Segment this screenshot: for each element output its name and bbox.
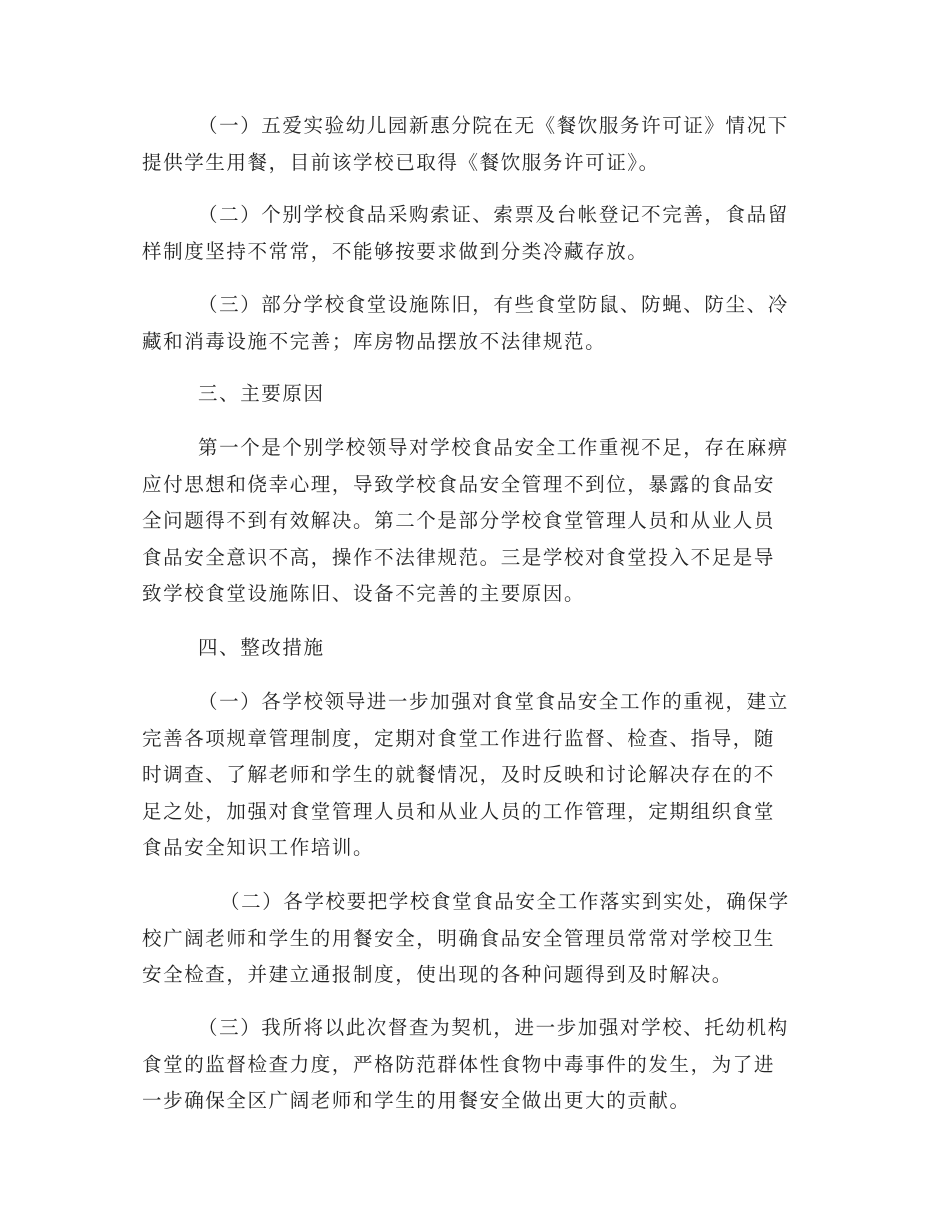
- text-line: 样制度坚持不常常，不能够按要求做到分类冷藏存放。: [142, 239, 649, 263]
- paragraph-procurement-records: [142, 197, 807, 270]
- text-line: 藏和消毒设施不完善；库房物品摆放不法律规范。: [142, 329, 607, 353]
- text-line: 食品安全知识工作培训。: [142, 836, 375, 859]
- paragraph-measure-two: [142, 884, 807, 994]
- text-line: （二）各学校要把学校食堂食品安全工作落实到实处，确保学: [220, 890, 790, 913]
- text-line: 提供学生用餐，目前该学校已取得《餐饮服务许可证》。: [142, 150, 660, 174]
- text-line: 全问题得不到有效解决。第二个是部分学校食堂管理人员和从业人员: [142, 509, 776, 532]
- section-heading-main-causes: 三、主要原因: [198, 382, 325, 405]
- text-line: 第一个是个别学校领导对学校食品安全工作重视不足，存在麻痹: [198, 436, 789, 459]
- text-line: 食品安全意识不高，操作不法律规范。三是学校对食堂投入不足是导: [142, 545, 776, 569]
- paragraph-measure-three: [142, 1010, 807, 1120]
- text-line: 校广阔老师和学生的用餐安全，明确食品安全管理员常常对学校卫生: [142, 926, 776, 950]
- text-line: 安全检查，并建立通报制度，使出现的各种问题得到及时解决。: [142, 963, 733, 986]
- text-line: 完善各项规章管理制度，定期对食堂工作进行监督、检查、指导，随: [142, 726, 776, 750]
- text-line: （一）各学校领导进一步加强对食堂食品安全工作的重视，建立: [198, 690, 789, 713]
- text-line: 应付思想和侥幸心理，导致学校食品安全管理不到位，暴露的食品安: [142, 472, 776, 496]
- text-line: （三）部分学校食堂设施陈旧，有些食堂防鼠、防蝇、防尘、冷: [198, 293, 789, 316]
- paragraph-canteen-facilities: [142, 287, 807, 360]
- text-line: 食堂的监督检查力度，严格防范群体性食物中毒事件的发生，为了进: [142, 1052, 776, 1076]
- paragraph-causes: [142, 430, 807, 613]
- paragraph-kindergarten-license: [142, 108, 807, 181]
- text-line: 时调查、了解老师和学生的就餐情况，及时反映和讨论解决存在的不: [142, 763, 776, 786]
- text-line: （二）个别学校食品采购索证、索票及台帐登记不完善，食品留: [198, 203, 789, 226]
- text-line: 致学校食堂设施陈旧、设备不完善的主要原因。: [142, 582, 586, 605]
- section-heading-rectification: 四、整改措施: [198, 636, 325, 659]
- text-line: 足之处，加强对食堂管理人员和从业人员的工作管理，定期组织食堂: [142, 799, 776, 823]
- text-line: （三）我所将以此次督查为契机，进一步加强对学校、托幼机构: [198, 1016, 789, 1039]
- text-line: （一）五爱实验幼儿园新惠分院在无《餐饮服务许可证》情况下: [198, 114, 789, 137]
- paragraph-measure-one: [142, 684, 807, 867]
- text-line: 一步确保全区广阔老师和学生的用餐安全做出更大的贡献。: [142, 1089, 691, 1112]
